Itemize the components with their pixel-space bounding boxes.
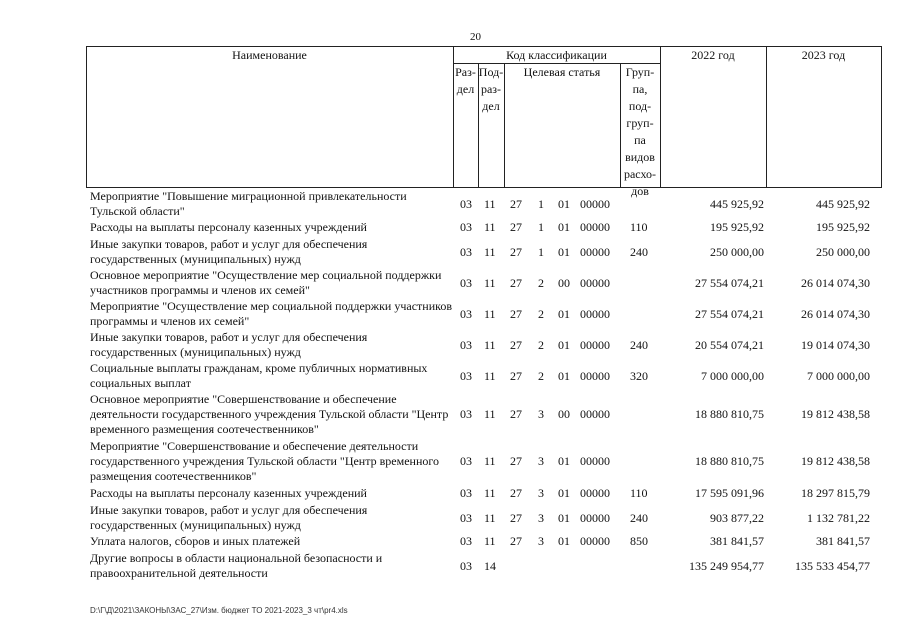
header-2023: 2023 год [801, 48, 846, 62]
row-c1: 27 [510, 275, 522, 290]
row-rz: 03 [460, 220, 472, 234]
row-v2022: 18 880 810,75 [695, 407, 764, 421]
row-c1: 27 [510, 407, 522, 421]
row-c3: 01 [558, 510, 570, 525]
row-v2023: 250 000,00 [816, 244, 870, 259]
row-c2: 3 [538, 486, 544, 500]
row-c4: 00000 [580, 220, 610, 234]
row-rz: 03 [460, 337, 472, 352]
row-name: Расходы на выплаты персоналу казенных учреждений [90, 220, 367, 234]
row-pr: 11 [484, 337, 496, 352]
row-c1: 27 [510, 196, 522, 211]
row-name: Уплата налогов, сборов и иных платежей [90, 534, 301, 548]
row-c1: 27 [510, 220, 522, 234]
row-c2: 3 [538, 510, 544, 525]
row-c2: 1 [538, 196, 544, 211]
row-v2022: 27 554 074,21 [695, 275, 764, 290]
row-name: Иные закупки товаров, работ и услуг для обеспечения государственных (муниципальных) нужд [90, 237, 368, 266]
row-c3: 01 [558, 534, 570, 548]
row-vr: 240 [630, 244, 648, 259]
row-c3: 01 [558, 454, 570, 468]
row-v2022: 903 877,22 [710, 510, 764, 525]
row-pr: 11 [484, 454, 496, 468]
row-v2023: 135 533 454,77 [795, 558, 870, 573]
row-c1: 27 [510, 454, 522, 468]
row-pr: 11 [484, 486, 496, 500]
header-2022-rule [766, 46, 767, 187]
row-c2: 3 [538, 407, 544, 421]
row-c4: 00000 [580, 534, 610, 548]
row-rz: 03 [460, 244, 472, 259]
row-name: Основное мероприятие "Осуществление мер социальной поддержки участников программы и членов их семей" [90, 268, 442, 297]
row-c1: 27 [510, 486, 522, 500]
row-vr: 110 [630, 220, 648, 234]
row-c1: 27 [510, 306, 522, 321]
header-code-group: Код классификации [506, 48, 607, 62]
header-target: Целевая статья [523, 65, 601, 79]
header-bottom-rule [86, 187, 882, 188]
row-c4: 00000 [580, 337, 610, 352]
row-c2: 2 [538, 275, 544, 290]
header-name: Наименование [232, 48, 307, 62]
row-pr: 11 [484, 368, 496, 383]
row-c2: 3 [538, 534, 544, 548]
row-name: Социальные выплаты гражданам, кроме публичных нормативных социальных выплат [90, 361, 428, 390]
row-c4: 00000 [580, 275, 610, 290]
row-v2023: 1 132 781,22 [807, 510, 870, 525]
header-podrazdel-rule [504, 63, 505, 187]
row-v2023: 26 014 074,30 [801, 306, 870, 321]
header-razdel: Раз- дел [455, 65, 476, 96]
row-c3: 01 [558, 196, 570, 211]
row-v2023: 26 014 074,30 [801, 275, 870, 290]
row-v2023: 381 841,57 [816, 534, 870, 548]
row-pr: 11 [484, 220, 496, 234]
row-name: Мероприятие "Повышение миграционной привлекательности Тульской области" [90, 189, 407, 218]
row-c2: 1 [538, 220, 544, 234]
row-c2: 1 [538, 244, 544, 259]
header-podrazdel: Под- раз- дел [478, 65, 504, 113]
row-name: Другие вопросы в области национальной безопасности и правоохранительной деятельности [90, 551, 383, 580]
row-c4: 00000 [580, 407, 610, 421]
row-c3: 01 [558, 244, 570, 259]
row-vr: 240 [630, 337, 648, 352]
row-c3: 01 [558, 368, 570, 383]
row-v2022: 250 000,00 [710, 244, 764, 259]
row-c4: 00000 [580, 368, 610, 383]
row-v2023: 195 925,92 [816, 220, 870, 234]
row-v2022: 27 554 074,21 [695, 306, 764, 321]
header-2022: 2022 год [691, 48, 735, 62]
row-c4: 00000 [580, 306, 610, 321]
row-c4: 00000 [580, 454, 610, 468]
row-v2023: 19 812 438,58 [801, 407, 870, 421]
row-c2: 3 [538, 454, 544, 468]
row-c2: 2 [538, 368, 544, 383]
row-v2022: 18 880 810,75 [695, 454, 764, 468]
row-pr: 11 [484, 534, 496, 548]
row-v2022: 445 925,92 [710, 196, 764, 211]
row-c4: 00000 [580, 196, 610, 211]
row-pr: 11 [484, 306, 496, 321]
row-c1: 27 [510, 244, 522, 259]
row-rz: 03 [460, 196, 472, 211]
row-c2: 2 [538, 306, 544, 321]
row-c3: 01 [558, 220, 570, 234]
row-name: Мероприятие "Осуществление мер социальной поддержки участников программы и членов их семей" [90, 299, 452, 328]
row-c1: 27 [510, 368, 522, 383]
row-c1: 27 [510, 337, 522, 352]
row-c4: 00000 [580, 244, 610, 259]
row-rz: 03 [460, 407, 472, 421]
row-pr: 11 [484, 275, 496, 290]
row-v2022: 195 925,92 [710, 220, 764, 234]
row-c3: 00 [558, 407, 570, 421]
row-rz: 03 [460, 275, 472, 290]
row-pr: 11 [484, 244, 496, 259]
row-v2022: 7 000 000,00 [701, 368, 764, 383]
header-right-rule [881, 46, 882, 187]
row-v2022: 135 249 954,77 [689, 558, 764, 573]
header-left-rule [86, 46, 87, 187]
row-c1: 27 [510, 534, 522, 548]
row-v2022: 381 841,57 [710, 534, 764, 548]
row-v2023: 19 014 074,30 [801, 337, 870, 352]
row-rz: 03 [460, 454, 472, 468]
row-pr: 11 [484, 196, 496, 211]
file-path-footer: D:\Г\Д\2021\ЗАКОНЫ\ЗАС_27\Изм. бюджет ТО 2021-2023_3 чт\pr4.xls [90, 606, 348, 615]
row-v2022: 20 554 074,21 [695, 337, 764, 352]
row-rz: 03 [460, 534, 472, 548]
row-c1: 27 [510, 510, 522, 525]
row-name: Мероприятие "Совершенствование и обеспечение деятельности государственного учреждения Тульской области "Центр временного размещения соотечественников" [90, 439, 440, 483]
row-pr: 11 [484, 407, 496, 421]
row-name: Иные закупки товаров, работ и услуг для обеспечения государственных (муниципальных) нужд [90, 330, 368, 359]
row-v2023: 19 812 438,58 [801, 454, 870, 468]
row-v2023: 18 297 815,79 [801, 486, 870, 500]
row-rz: 03 [460, 368, 472, 383]
row-rz: 03 [460, 510, 472, 525]
row-vr: 240 [630, 510, 648, 525]
row-c2: 2 [538, 337, 544, 352]
row-v2022: 17 595 091,96 [695, 486, 764, 500]
row-v2023: 7 000 000,00 [807, 368, 870, 383]
row-vr: 320 [630, 368, 648, 383]
row-rz: 03 [460, 558, 472, 573]
header-vid: Груп- па, под- груп- па видов расхо- дов [623, 65, 657, 198]
row-vr: 110 [630, 486, 648, 500]
header-code-rule [660, 46, 661, 187]
row-name: Основное мероприятие "Совершенствование и обеспечение деятельности государственного учреждения Тульской области "Центр временного размещения соотечественников" [90, 392, 449, 436]
row-rz: 03 [460, 486, 472, 500]
row-v2023: 445 925,92 [816, 196, 870, 211]
row-pr: 11 [484, 510, 496, 525]
row-pr: 14 [484, 558, 496, 573]
page-number: 20 [470, 31, 481, 43]
row-name: Расходы на выплаты персоналу казенных учреждений [90, 486, 367, 500]
row-vr: 850 [630, 534, 648, 548]
row-rz: 03 [460, 306, 472, 321]
row-c3: 01 [558, 306, 570, 321]
row-c3: 01 [558, 486, 570, 500]
row-c3: 01 [558, 337, 570, 352]
row-c4: 00000 [580, 486, 610, 500]
row-c4: 00000 [580, 510, 610, 525]
row-c3: 00 [558, 275, 570, 290]
row-name: Иные закупки товаров, работ и услуг для обеспечения государственных (муниципальных) нужд [90, 503, 368, 532]
